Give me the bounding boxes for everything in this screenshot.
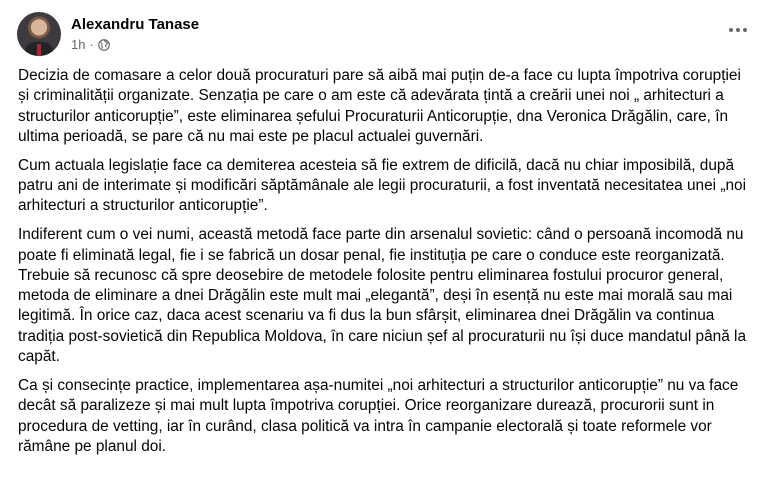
globe-icon[interactable] (98, 39, 110, 51)
post-paragraph-4: Ca și consecințe practice, implementarea așa-numitei „noi arhitecturi a structurilor anticorupție” nu va face decât să paralizeze și mai mult lupta împotriva corupției. Orice reorganizare durează, procurorii sunt in procedura de vetting, iar în curând, clasa politică va intra în campanie electorală și toate reformele vor rămâne pe planul doi. (18, 376, 739, 455)
post-subline (71, 36, 199, 54)
author-avatar[interactable] (17, 12, 61, 56)
more-options-icon[interactable] (722, 18, 754, 42)
more-dot (729, 28, 733, 32)
author-name[interactable]: Alexandru Tanase (71, 15, 200, 33)
post-time[interactable]: 1h (71, 36, 86, 52)
post-header (17, 10, 199, 58)
post-meta (71, 15, 199, 54)
more-dot (736, 28, 740, 32)
avatar-tie (37, 44, 41, 56)
post-paragraph-3: Indiferent cum o vei numi, această metodă face parte din arsenalul sovietic: când o persoană incomodă nu poate fi eliminată legal, fie i se fabrică un dosar penal, fie instituția pe care o conduce este reorganizată. Trebuie să recunosc că spre deosebire de metodele folosite pentru eliminarea fostului procuror general, metoda de eliminare a dnei Drăgălin este mult mai „elegantă”, deși în esență nu este mai morală sau mai legitimă. În orice caz, daca acest scenariu va fi dus la bun sfârșit, eliminarea dnei Drăgălin va continua tradiția post-sovietică din Republica Moldova, în care niciun șef al procuraturii nu își duce mandatul până la capăt. (18, 226, 747, 366)
post-content (18, 66, 753, 466)
separator-dot: · (89, 36, 94, 52)
more-dot (743, 28, 747, 32)
post-paragraph-1: Decizia de comasare a celor două procuraturi pare să aibă mai puțin de-a face cu lupta împotriva corupției și criminalității organizate. Senzația pe care o am este că adevărata țintă a creării unei noi „ arhitecturi a structurilor anticorupție”, este eliminarea șefului Procuraturii Anticorupție, dna Veronica Drăgălin, care, în ultima perioadă, se pare că nu mai este pe placul actualei guvernări. (18, 67, 741, 145)
post-paragraph-2: Cum actuala legislație face ca demiterea acesteia să fie extrem de dificilă, dacă nu chiar imposibilă, după patru ani de interimate și modificări săptămânale ale legii procuraturii, a fost inventată necesitatea unei „noi arhitecturi a structurilor anticorupție”. (18, 156, 747, 215)
